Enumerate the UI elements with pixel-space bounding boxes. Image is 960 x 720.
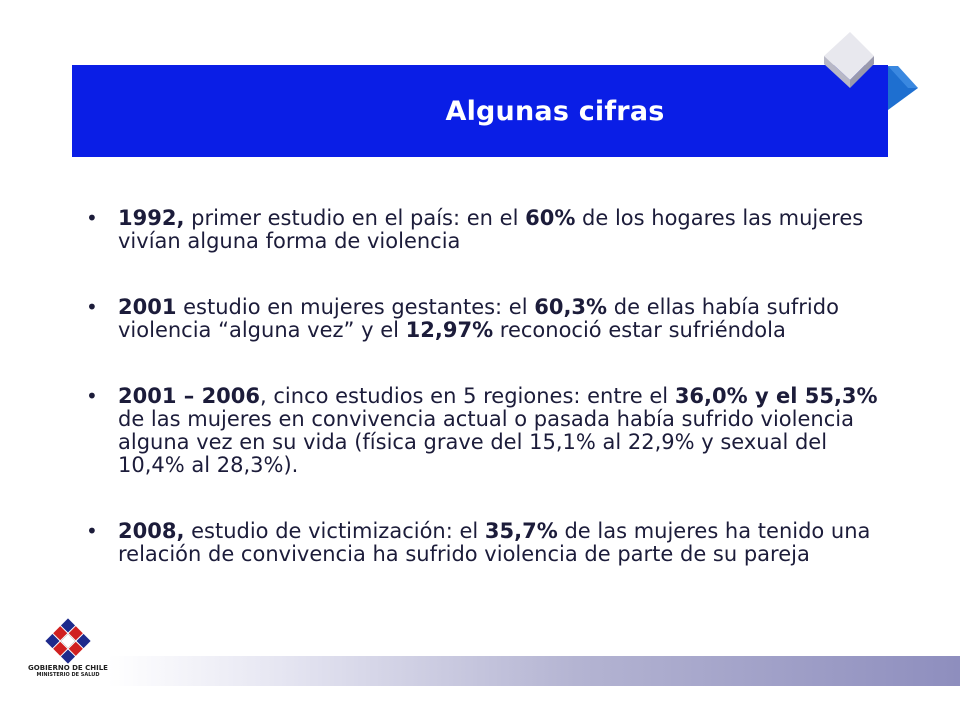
decorative-cubes-icon — [818, 28, 960, 120]
bullet-marker: • — [86, 384, 98, 408]
logo-text-line1: GOBIERNO DE CHILE — [28, 664, 108, 672]
bullet-marker: • — [86, 206, 98, 230]
bullet-marker: • — [86, 519, 98, 543]
bullet-1992 — [82, 207, 882, 253]
bullet-2001-2006 — [82, 385, 882, 477]
slide-title: Algunas cifras — [445, 95, 665, 127]
bullet-text-2001: 2001 estudio en mujeres gestantes: el 60,3% de ellas había sufrido violencia “alguna vez” y el 12,97% reconoció estar sufriéndola — [118, 295, 839, 342]
bullet-2008 — [82, 520, 882, 566]
bullet-2001 — [82, 296, 882, 342]
bullet-text-2001-2006: 2001 – 2006, cinco estudios en 5 regiones: entre el 36,0% y el 55,3% de las mujeres en convivencia actual o pasada había sufrido violencia alguna vez en su vida (física grave del 15,1% al 22,9% y sexual del 10,4% al 28,3%). — [118, 384, 878, 477]
bullet-text-1992: 1992, primer estudio en el país: en el 60% de los hogares las mujeres vivían alguna forma de violencia — [118, 206, 864, 253]
logo-emblem-icon — [28, 618, 108, 664]
gobierno-chile-logo — [28, 618, 108, 708]
logo-text-line2: MINISTERIO DE SALUD — [36, 672, 100, 678]
bullet-marker: • — [86, 295, 98, 319]
title-bar — [72, 65, 888, 157]
bullet-list — [82, 207, 882, 609]
footer-gradient-band — [108, 656, 960, 686]
bullet-text-2008: 2008, estudio de victimización: el 35,7% de las mujeres ha tenido una relación de convivencia ha sufrido violencia de parte de su pareja — [118, 519, 871, 566]
